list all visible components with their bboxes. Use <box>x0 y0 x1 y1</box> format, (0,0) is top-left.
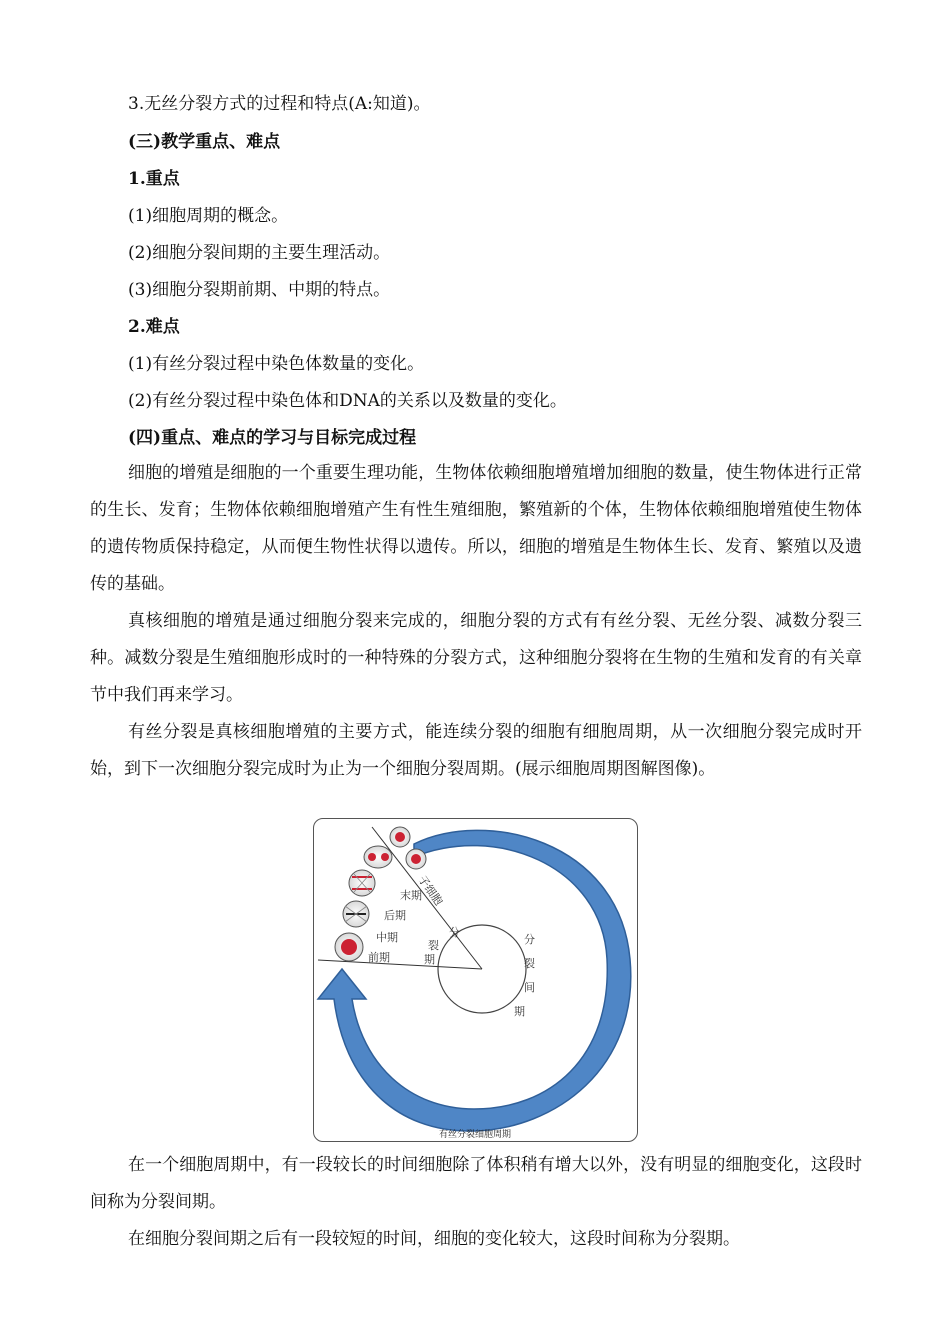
cell-cycle-diagram <box>314 819 637 1141</box>
figure-caption: 有丝分裂细胞周期 <box>438 1130 512 1140</box>
label-interphase-1: 分 <box>524 933 535 946</box>
key-point-1: (1)细胞周期的概念。 <box>128 206 289 226</box>
label-anaphase: 后期 <box>384 909 406 922</box>
paragraph-cell-proliferation: 细胞的增殖是细胞的一个重要生理功能，生物体依赖细胞增殖增加细胞的数量，使生物体进行正常的生长、发育；生物体依赖细胞增殖产生有性生殖细胞，繁殖新的个体，生物体依赖细胞增殖使生物体的遗传物质保持稳定，从而便生物性状得以遗传。所以，细胞的增殖是生物体生长、发育、繁殖以及遗传的基础。 <box>90 463 862 594</box>
label-prophase: 前期 <box>368 951 390 964</box>
key-point-2: (2)细胞分裂间期的主要生理活动。 <box>128 243 391 263</box>
key-points-heading: 1.重点 <box>128 169 180 189</box>
objective-item-3: 3.无丝分裂方式的过程和特点(A:知道)。 <box>128 94 431 114</box>
label-interphase-2: 裂 <box>524 957 535 970</box>
label-interphase-4: 期 <box>514 1005 525 1018</box>
paragraph-interphase: 在一个细胞周期中，有一段较长的时间细胞除了体积稍有增大以外，没有明显的细胞变化，这段时间称为分裂间期。 <box>90 1155 862 1212</box>
prophase-cell <box>335 933 363 961</box>
metaphase-cell <box>343 901 369 927</box>
section-heading-key-difficult: (三)教学重点、难点 <box>128 132 281 152</box>
label-metaphase: 中期 <box>376 931 398 944</box>
label-daughter-cell: 子细胞 <box>415 873 446 908</box>
label-mitosis-1: 分 <box>449 926 460 939</box>
difficult-point-2: (2)有丝分裂过程中染色体和DNA的关系以及数量的变化。 <box>128 391 567 411</box>
paragraph-mitosis-cycle: 有丝分裂是真核细胞增殖的主要方式，能连续分裂的细胞有细胞周期，从一次细胞分裂完成时开始，到下一次细胞分裂完成时为止为一个细胞分裂周期。(展示细胞周期图解图像)。 <box>90 722 862 779</box>
label-mitosis-2: 裂 <box>428 939 439 952</box>
label-interphase-3: 间 <box>524 981 535 994</box>
label-mitosis-3: 期 <box>424 953 435 966</box>
difficult-points-heading: 2.难点 <box>128 317 180 337</box>
section-heading-learning-process: (四)重点、难点的学习与目标完成过程 <box>128 428 417 448</box>
difficult-point-1: (1)有丝分裂过程中染色体数量的变化。 <box>128 354 425 374</box>
paragraph-eukaryotic-division: 真核细胞的增殖是通过细胞分裂来完成的，细胞分裂的方式有有丝分裂、无丝分裂、减数分裂三种。减数分裂是生殖细胞形成时的一种特殊的分裂方式，这种细胞分裂将在生物的生殖和发育的有关章节中我们再来学习。 <box>90 611 862 705</box>
paragraph-mitotic-phase: 在细胞分裂间期之后有一段较短的时间，细胞的变化较大，这段时间称为分裂期。 <box>128 1229 740 1249</box>
telophase-cell <box>364 846 392 868</box>
anaphase-cell <box>349 870 375 896</box>
key-point-3: (3)细胞分裂期前期、中期的特点。 <box>128 280 391 300</box>
cell-cycle-figure <box>313 818 638 1142</box>
label-telophase: 末期 <box>400 889 422 902</box>
